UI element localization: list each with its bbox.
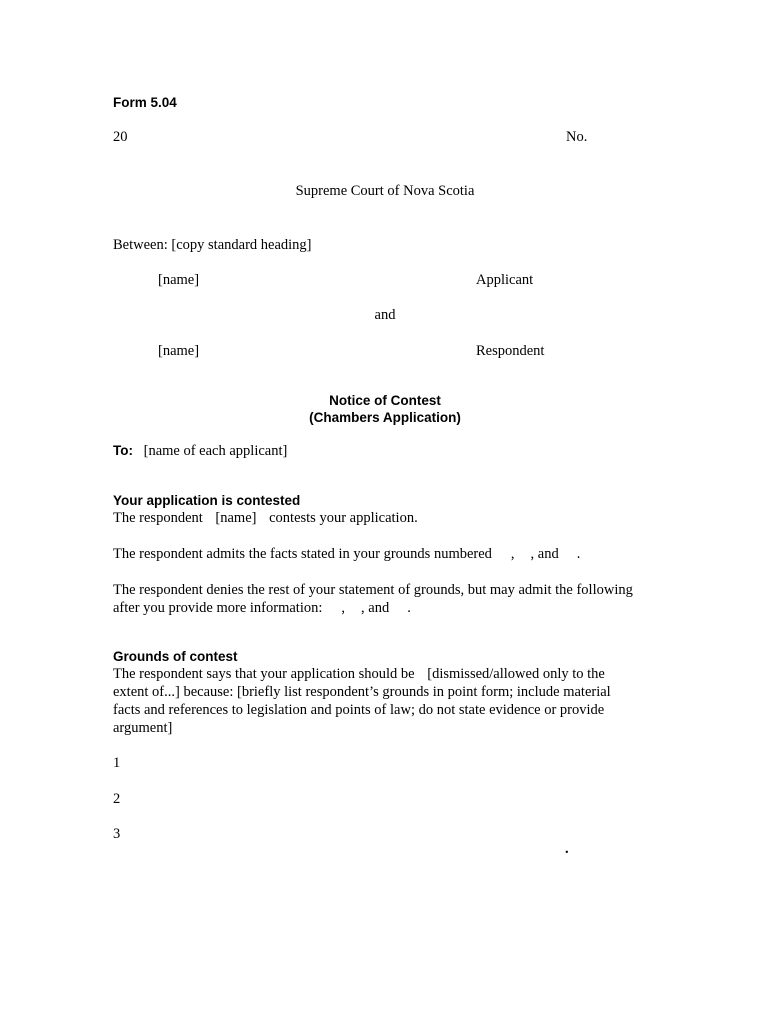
grounds-item-1: 1: [113, 755, 121, 771]
grounds-line-2: extent of...] because: [briefly list respondent’s grounds in point form; include material: [113, 684, 611, 700]
denies-and: , and: [361, 600, 390, 616]
contested-line: [113, 509, 418, 527]
between-heading: Between: [copy standard heading]: [113, 237, 312, 253]
applicant-name: [name]: [158, 272, 200, 288]
to-value: [name of each applicant]: [143, 443, 288, 459]
respondent-role: Respondent: [476, 343, 545, 359]
grounds-item-2: 2: [113, 791, 121, 807]
contested-text-after: contests your application.: [269, 510, 418, 526]
admits-text: The respondent admits the facts stated in your grounds numbered: [113, 546, 492, 562]
grounds-heading: Grounds of contest: [113, 649, 238, 664]
grounds-line-1a: The respondent says that your application should be: [113, 666, 415, 682]
year-prefix: 20: [113, 129, 128, 145]
respondent-name: [name]: [158, 343, 200, 359]
denies-line-1: The respondent denies the rest of your statement of grounds, but may admit the following: [113, 582, 633, 598]
court-name: Supreme Court of Nova Scotia: [295, 183, 475, 199]
contested-text-before: The respondent: [113, 510, 203, 526]
contested-respondent-name: [name]: [215, 510, 257, 526]
document-subtitle: (Chambers Application): [309, 410, 461, 425]
to-line: [113, 442, 287, 460]
denies-text: after you provide more information:: [113, 600, 323, 616]
grounds-line-4: argument]: [113, 720, 173, 736]
grounds-line-1b: [dismissed/allowed only to the: [427, 666, 605, 682]
denies-line-2: [113, 599, 411, 617]
admits-line: [113, 545, 580, 563]
document-title: Notice of Contest: [329, 393, 441, 408]
admits-period: .: [576, 546, 581, 562]
contested-heading: Your application is contested: [113, 493, 301, 508]
grounds-item-3: 3: [113, 826, 121, 842]
file-number-label: No.: [566, 129, 588, 145]
to-label: To:: [113, 443, 133, 458]
end-mark: .: [565, 841, 569, 857]
grounds-line-3: facts and references to legislation and points of law; do not state evidence or provide: [113, 702, 605, 718]
applicant-role: Applicant: [476, 272, 534, 288]
denies-period: .: [407, 600, 411, 616]
form-number: Form 5.04: [113, 95, 177, 110]
grounds-line-1: [113, 665, 605, 683]
party-conjunction: and: [374, 307, 396, 323]
denies-comma: ,: [341, 600, 346, 616]
admits-comma: ,: [510, 546, 515, 562]
admits-and: , and: [530, 546, 559, 562]
